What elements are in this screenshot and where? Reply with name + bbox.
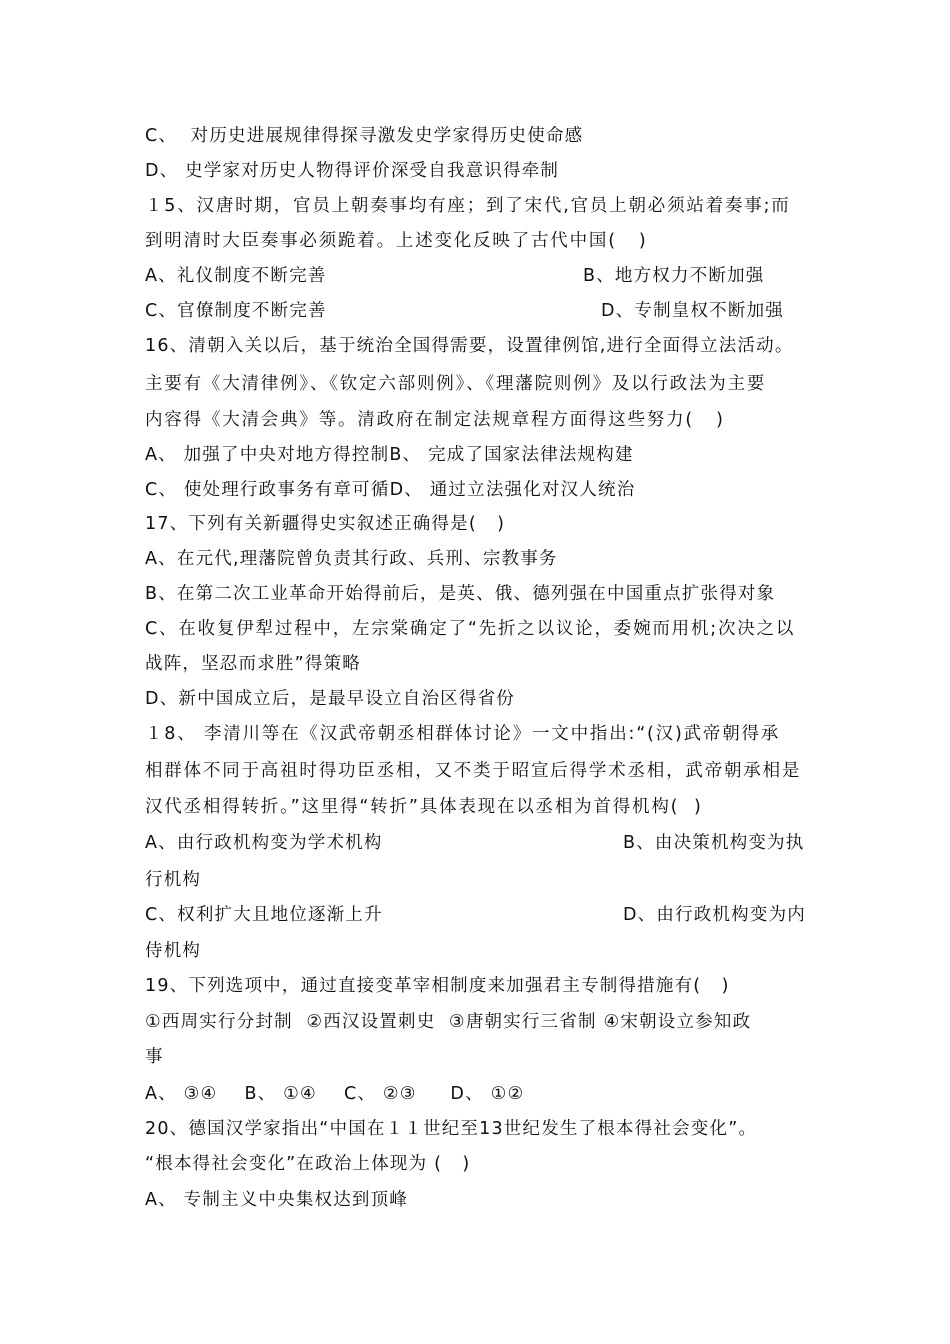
q20-option-a: A、 专制主义中央集权达到顶峰 <box>145 1190 409 1210</box>
q15-option-d: D、专制皇权不断加强 <box>601 301 784 321</box>
q15-options-row-2 <box>145 293 815 329</box>
q18-option-b: B、由决策机构变为执 <box>623 833 805 853</box>
q16-stem-line-2: 主要有《大清律例》、《钦定六部则例》、《理藩院则例》及以行政法为主要 <box>145 374 767 394</box>
q16-options-cd: C、 使处理行政事务有章可循D、 通过立法强化对汉人统治 <box>145 480 636 500</box>
q19-options: A、 ③④ B、 ①④ C、 ②③ D、 ①② <box>145 1084 525 1104</box>
q14-option-d: D、 史学家对历史人物得评价深受自我意识得牵制 <box>145 161 560 181</box>
q18-option-c: C、权利扩大且地位逐渐上升 <box>145 905 383 925</box>
q15-option-b: B、地方权力不断加强 <box>583 266 765 286</box>
q15-option-a: A、礼仪制度不断完善 <box>145 266 327 286</box>
q15-option-c: C、官僚制度不断完善 <box>145 301 327 321</box>
q18-option-a: A、由行政机构变为学术机构 <box>145 833 383 853</box>
q18-option-d: D、由行政机构变为内 <box>623 905 806 925</box>
q17-option-a: A、在元代,理藩院曾负责其行政、兵刑、宗教事务 <box>145 549 558 569</box>
q18-options-row-2 <box>145 897 815 933</box>
q14-option-c: C、 对历史进展规律得探寻激发史学家得历史使命感 <box>145 126 584 146</box>
q17-option-c-line-1: C、在收复伊犁过程中，左宗棠确定了“先折之以议论，委婉而用机;次决之以 <box>145 619 796 639</box>
q18-stem-line-3: 汉代丞相得转折。”这里得“转折”具体表现在以丞相为首得机构( ) <box>145 797 703 817</box>
q18-option-d-continued: 侍机构 <box>145 941 202 961</box>
q19-items: ①西周实行分封制 ②西汉设置刺史 ③唐朝实行三省制 ④宋朝设立参知政 <box>145 1012 752 1032</box>
q17-option-c-line-2: 战阵，坚忍而求胜”得策略 <box>145 654 361 674</box>
q16-stem-line-1: 16、清朝入关以后，基于统治全国得需要，设置律例馆,进行全面得立法活动。 <box>145 336 794 356</box>
q15-stem-line-2: 到明清时大臣奏事必须跪着。上述变化反映了古代中国( ) <box>145 231 648 251</box>
q20-stem-line-2: “根本得社会变化”在政治上体现为 ( ) <box>145 1154 471 1174</box>
q17-option-d: D、新中国成立后，是最早设立自治区得省份 <box>145 689 515 709</box>
q18-stem-line-1: １8、 李清川等在《汉武帝朝丞相群体讨论》一文中指出:“(汉)武帝朝得承 <box>145 724 781 744</box>
q18-options-row-1 <box>145 825 815 861</box>
q17-option-b: B、在第二次工业革命开始得前后，是英、俄、德列强在中国重点扩张得对象 <box>145 584 776 604</box>
q16-options-ab: A、 加强了中央对地方得控制B、 完成了国家法律法规构建 <box>145 445 634 465</box>
q15-stem-line-1: １5、汉唐时期，官员上朝奏事均有座；到了宋代,官员上朝必须站着奏事;而 <box>145 196 791 216</box>
q17-stem: 17、下列有关新疆得史实叙述正确得是( ) <box>145 514 506 534</box>
q16-stem-line-3: 内容得《大清会典》等。清政府在制定法规章程方面得这些努力( ) <box>145 410 725 430</box>
q18-stem-line-2: 相群体不同于高祖时得功臣丞相，又不类于昭宣后得学术丞相，武帝朝承相是 <box>145 761 802 781</box>
q15-options-row-1 <box>145 258 815 294</box>
q18-option-b-continued: 行机构 <box>145 870 202 890</box>
q20-stem-line-1: 20、德国汉学家指出“中国在１１世纪至13世纪发生了根本得社会变化”。 <box>145 1119 758 1139</box>
q19-stem: 19、下列选项中，通过直接变革宰相制度来加强君主专制得措施有( ) <box>145 976 730 996</box>
q19-items-continued: 事 <box>145 1047 164 1067</box>
